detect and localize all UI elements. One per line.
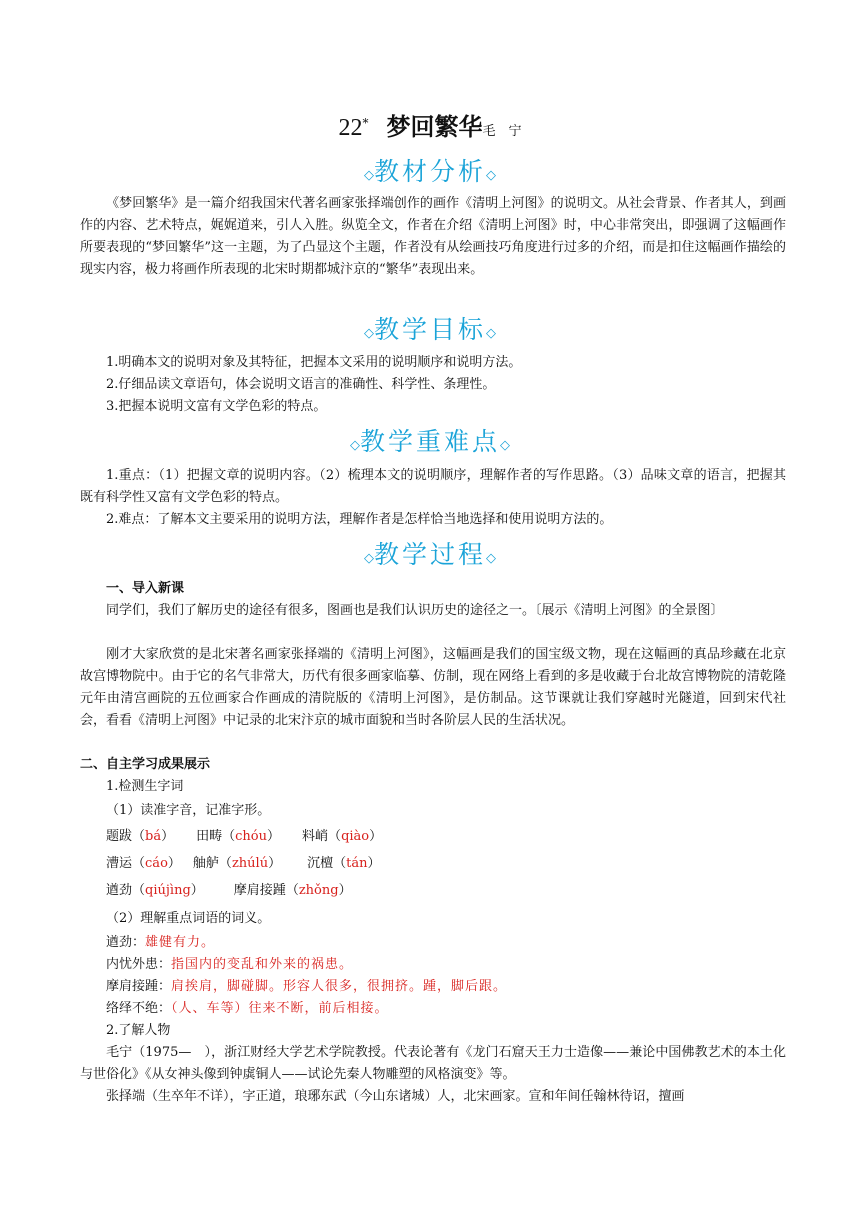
key-point-paragraph bbox=[80, 465, 786, 509]
word-row-3 bbox=[106, 880, 812, 902]
word-item: 沉檀（tán） bbox=[307, 856, 381, 871]
analysis-paragraph bbox=[80, 193, 786, 281]
meaning-item: 摩肩接踵：肩挨肩，脚碰脚。形容人很多，很拥挤。踵，脚后跟。 bbox=[106, 979, 508, 994]
lesson-star: * bbox=[362, 116, 369, 130]
analysis-text: 《梦回繁华》是一篇介绍我国宋代著名画家张择端创作的画作《清明上河图》的说明文。从社会背景、作者其人，到画作的内容、艺术特点，娓娓道来，引人入胜。纵览全文，作者在介绍《清明上河图》时，中心非常突出，即强调了这幅画作所要表现的“梦回繁华”这一主题，为了凸显这个主题，作者没有从绘画技巧角度进行过多的介绍，而是扣住这幅画作描绘的现实内容，极力将画作所表现的北宋时期都城汴京的“繁华”表现出来。 bbox=[80, 196, 786, 277]
diamond-icon: ◇ bbox=[363, 326, 374, 341]
diamond-icon: ◇ bbox=[486, 168, 496, 183]
people-text-1: 毛宁（1975— ），浙江财经大学艺术学院教授。代表论著有《龙门石窟天王力士造像——兼论中国佛教艺术的本土化与世俗化》《从女神头像到钟虡铜人——试论先秦人物雕塑的风格演变》等。 bbox=[80, 1045, 786, 1082]
know-people-heading: 2.了解人物 bbox=[106, 1023, 171, 1038]
diamond-icon: ◇ bbox=[363, 551, 374, 566]
word-item: 题跋（bá） bbox=[106, 829, 175, 844]
diamond-icon: ◇ bbox=[486, 326, 496, 341]
section-process-heading bbox=[0, 539, 860, 576]
part2-heading: 二、自主学习成果展示 bbox=[80, 757, 211, 772]
read-subheading: （1）读准字音，记准字形。 bbox=[106, 803, 271, 818]
meaning-item: 内忧外患：指国内的变乱和外来的祸患。 bbox=[106, 957, 354, 972]
section-goals-heading bbox=[0, 314, 860, 351]
word-item: 田畴（chóu） bbox=[196, 829, 281, 844]
difficult-point: 2.难点：了解本文主要采用的说明方法，理解作者是怎样恰当地选择和使用说明方法的。 bbox=[106, 512, 613, 527]
key-point-text: 1.重点：（1）把握文章的说明内容。（2）梳理本文的说明顺序，理解作者的写作思路。（3）品味文章的语言，把握其既有科学性又富有文学色彩的特点。 bbox=[80, 468, 786, 505]
word-item: 料峭（qiào） bbox=[302, 829, 383, 844]
check-words-heading: 1.检测生字词 bbox=[106, 779, 184, 794]
section-analysis-heading bbox=[0, 156, 860, 193]
goal-item: 2.仔细品读文章语句，体会说明文语言的准确性、科学性、条理性。 bbox=[106, 377, 496, 392]
meaning-subheading: （2）理解重点词语的词义。 bbox=[106, 911, 271, 926]
intro-paragraph-2 bbox=[80, 644, 786, 732]
diamond-icon: ◇ bbox=[349, 438, 360, 453]
people-paragraph-1 bbox=[80, 1042, 786, 1086]
section-process-label: 教学过程 bbox=[373, 540, 486, 569]
people-paragraph-2 bbox=[80, 1086, 786, 1108]
part1-heading: 一、导入新课 bbox=[106, 581, 185, 596]
section-keys-heading bbox=[0, 426, 860, 463]
goal-item: 3.把握本说明文富有文学色彩的特点。 bbox=[106, 399, 327, 414]
lesson-number: 22 bbox=[338, 115, 363, 141]
lesson-author: 毛 宁 bbox=[482, 124, 522, 139]
meaning-item: 络绎不绝：（人、车等）往来不断，前后相接。 bbox=[106, 1001, 389, 1016]
lesson-name: 梦回繁华 bbox=[386, 112, 483, 141]
intro-text-2: 刚才大家欣赏的是北宋著名画家张择端的《清明上河图》，这幅画是我们的国宝级文物，现在这幅画的真品珍藏在北京故宫博物院中。由于它的名气非常大，历代有很多画家临摹、仿制，现在网络上看到的多是收藏于台北故宫博物院的清乾隆元年由清宫画院的五位画家合作画成的清院版的《清明上河图》，是仿制品。这节课就让我们穿越时光隧道，回到宋代社会，看看《清明上河图》中记录的北宋汴京的城市面貌和当时各阶层人民的生活状况。 bbox=[80, 647, 786, 728]
lesson-title bbox=[0, 112, 860, 147]
section-goals-label: 教学目标 bbox=[373, 315, 486, 344]
word-item: 漕运（cáo） bbox=[106, 856, 181, 871]
diamond-icon: ◇ bbox=[486, 551, 496, 566]
word-item: 摩肩接踵（zhǒng） bbox=[233, 883, 352, 898]
people-text-2: 张择端（生卒年不详），字正道，琅琊东武（今山东诸城）人，北宋画家。宣和年间任翰林待诏，擅画 bbox=[106, 1089, 685, 1104]
section-analysis-label: 教材分析 bbox=[373, 157, 486, 186]
word-item: 舳舻（zhúlú） bbox=[192, 856, 282, 871]
diamond-icon: ◇ bbox=[363, 168, 374, 183]
section-keys-label: 教学重难点 bbox=[359, 427, 500, 456]
word-row-2 bbox=[106, 853, 812, 875]
intro-text-1: 同学们，我们了解历史的途径有很多，图画也是我们认识历史的途径之一。〔展示《清明上河图》的全景图〕 bbox=[106, 603, 724, 618]
word-row-1 bbox=[106, 826, 812, 848]
word-item: 遒劲（qiújìng） bbox=[106, 883, 204, 898]
diamond-icon: ◇ bbox=[500, 438, 510, 453]
intro-paragraph-1 bbox=[80, 600, 786, 622]
goal-item: 1.明确本文的说明对象及其特征，把握本文采用的说明顺序和说明方法。 bbox=[106, 355, 522, 370]
meaning-item: 遒劲：雄健有力。 bbox=[106, 935, 216, 950]
